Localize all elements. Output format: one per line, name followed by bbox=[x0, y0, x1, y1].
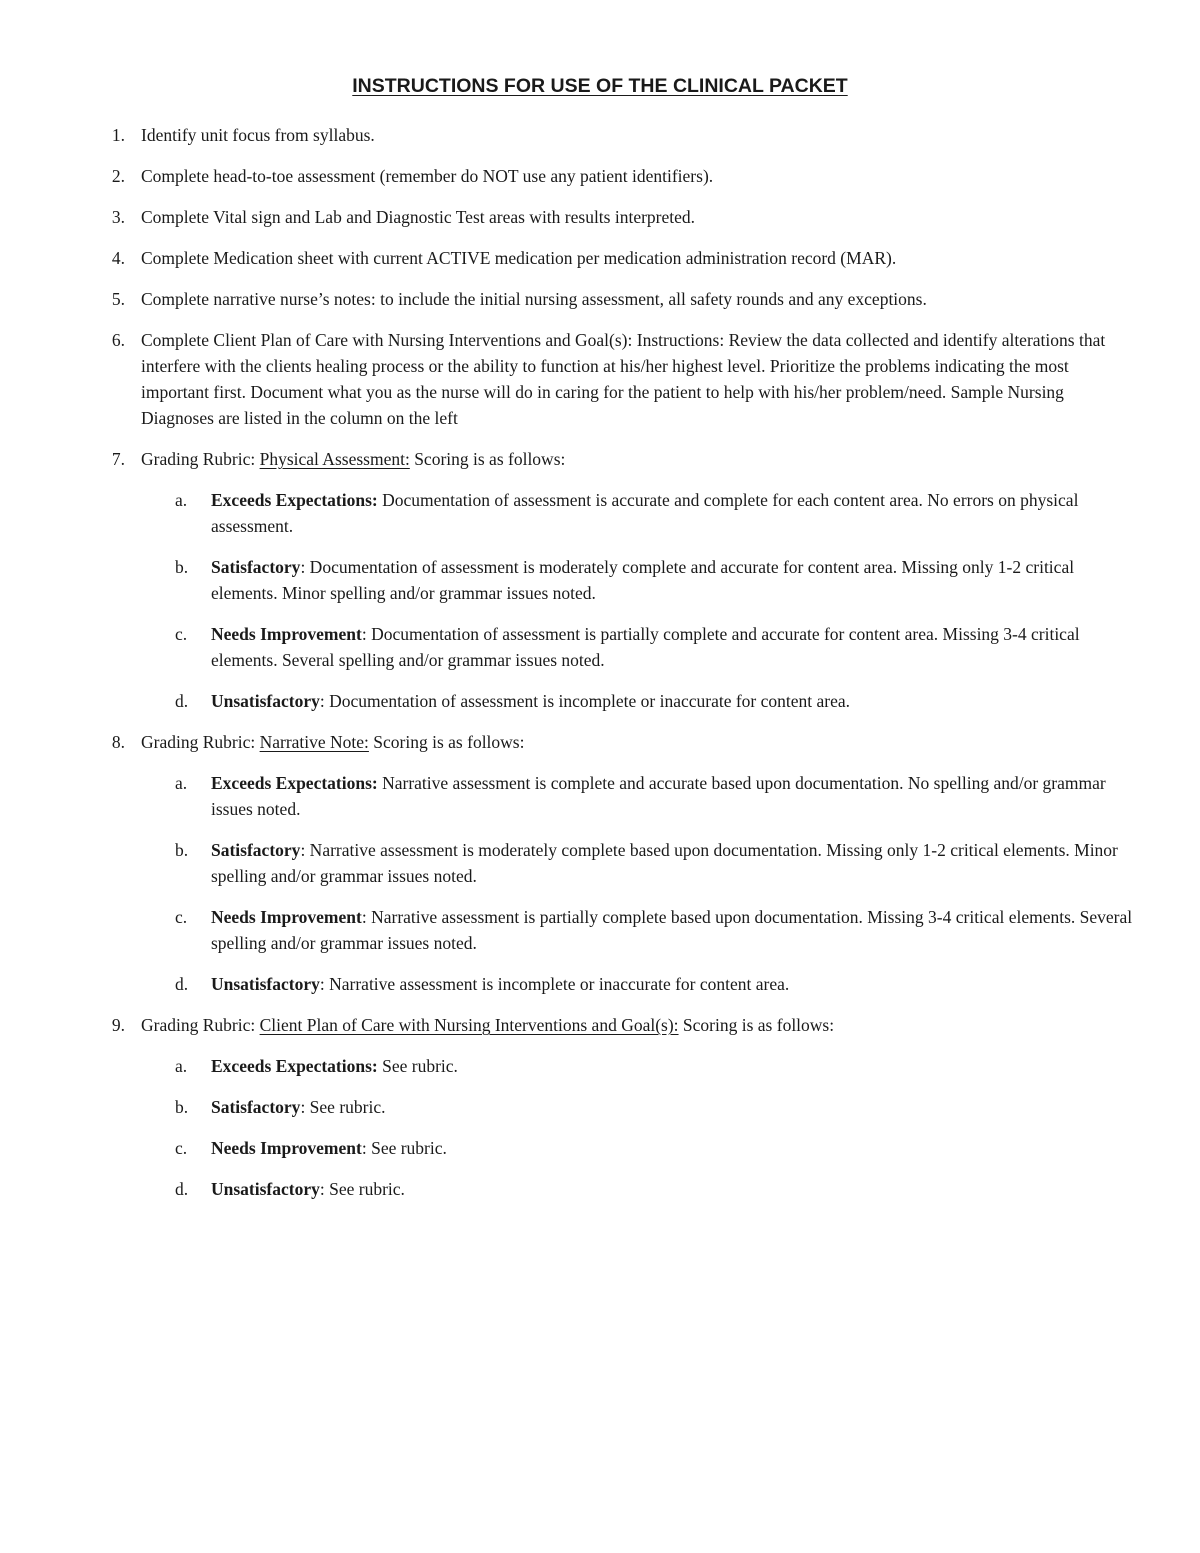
level-label: Satisfactory bbox=[211, 1097, 301, 1117]
rubric-level bbox=[175, 971, 1135, 997]
level-letter: a. bbox=[175, 773, 188, 793]
level-label: Satisfactory bbox=[211, 840, 301, 860]
item-number: 2. bbox=[111, 166, 125, 186]
level-text: Documentation of assessment is accurate and complete for each content area. No errors on physical assessment. bbox=[211, 490, 1079, 536]
level-label: Unsatisfactory bbox=[211, 974, 320, 994]
rubric-narrative-note bbox=[105, 729, 1135, 997]
item-text: Complete head-to-toe assessment (remember do NOT use any patient identifiers). bbox=[141, 166, 714, 186]
level-letter: d. bbox=[175, 691, 189, 711]
item-text: Complete Medication sheet with current ACTIVE medication per medication administration record (MAR). bbox=[141, 248, 897, 268]
rubric-prefix: Grading Rubric: bbox=[141, 732, 260, 752]
rubric-level bbox=[175, 487, 1135, 539]
level-letter: a. bbox=[175, 1056, 188, 1076]
level-letter: a. bbox=[175, 490, 188, 510]
rubric-topic: Client Plan of Care with Nursing Interventions and Goal(s): bbox=[259, 1015, 679, 1035]
item-number: 4. bbox=[111, 248, 125, 268]
rubric-prefix: Grading Rubric: bbox=[141, 449, 260, 469]
item-text: Identify unit focus from syllabus. bbox=[141, 125, 375, 145]
rubric-prefix: Grading Rubric: bbox=[141, 1015, 260, 1035]
rubric-suffix: Scoring is as follows: bbox=[678, 1015, 835, 1035]
level-text: See rubric. bbox=[377, 1056, 458, 1076]
level-letter: c. bbox=[175, 624, 188, 644]
rubric-levels bbox=[141, 1053, 1135, 1202]
level-letter: b. bbox=[175, 1097, 189, 1117]
rubric-level bbox=[175, 1094, 1135, 1120]
item-number: 9. bbox=[111, 1015, 125, 1035]
item-number: 5. bbox=[111, 289, 125, 309]
level-label: Needs Improvement bbox=[211, 624, 362, 644]
list-item bbox=[105, 163, 1135, 189]
level-text: : Narrative assessment is moderately complete based upon documentation. Missing only 1-2 critical elements. Minor spelling and/or grammar issues noted. bbox=[211, 840, 1118, 886]
level-text: : See rubric. bbox=[361, 1138, 447, 1158]
list-item bbox=[105, 204, 1135, 230]
level-label: Satisfactory bbox=[211, 557, 301, 577]
level-letter: c. bbox=[175, 1138, 188, 1158]
item-text: Complete Client Plan of Care with Nursing Interventions and Goal(s): Instructions: Review the data collected and identify alterations that interfere with the clients healing process or the ability to function at his/her highest level. Prioritize the problems indicating the most important first. Document what you as the nurse will do in caring for the patient to help with his/her problem/need. Sample Nursing Diagnoses are listed in the column on the left bbox=[141, 330, 1106, 428]
item-number: 8. bbox=[111, 732, 125, 752]
level-label: Exceeds Expectations: bbox=[211, 773, 378, 793]
level-text: : See rubric. bbox=[300, 1097, 386, 1117]
rubric-levels bbox=[141, 770, 1135, 997]
item-text: Complete Vital sign and Lab and Diagnostic Test areas with results interpreted. bbox=[141, 207, 696, 227]
rubric-level bbox=[175, 1135, 1135, 1161]
list-item bbox=[105, 122, 1135, 148]
instruction-list bbox=[105, 122, 1135, 1217]
level-letter: b. bbox=[175, 840, 189, 860]
level-text: : Narrative assessment is partially complete based upon documentation. Missing 3-4 critical elements. Several spelling and/or grammar issues noted. bbox=[211, 907, 1133, 953]
item-number: 6. bbox=[111, 330, 125, 350]
page-title: INSTRUCTIONS FOR USE OF THE CLINICAL PACKET bbox=[352, 75, 848, 97]
rubric-topic: Physical Assessment: bbox=[259, 449, 410, 469]
rubric-level bbox=[175, 554, 1135, 606]
item-number: 7. bbox=[111, 449, 125, 469]
level-text: : Documentation of assessment is partially complete and accurate for content area. Missing 3-4 critical elements. Several spelling and/or grammar issues noted. bbox=[211, 624, 1080, 670]
rubric-level bbox=[175, 1053, 1135, 1079]
list-item bbox=[105, 286, 1135, 312]
level-letter: d. bbox=[175, 1179, 189, 1199]
rubric-levels bbox=[141, 487, 1135, 714]
list-item bbox=[105, 327, 1135, 431]
level-text: Narrative assessment is complete and accurate based upon documentation. No spelling and/or grammar issues noted. bbox=[211, 773, 1106, 819]
rubric-suffix: Scoring is as follows: bbox=[368, 732, 525, 752]
item-text: Complete narrative nurse’s notes: to include the initial nursing assessment, all safety rounds and any exceptions. bbox=[141, 289, 927, 309]
level-letter: b. bbox=[175, 557, 189, 577]
level-label: Unsatisfactory bbox=[211, 1179, 320, 1199]
rubric-level bbox=[175, 621, 1135, 673]
rubric-level bbox=[175, 770, 1135, 822]
level-text: : Narrative assessment is incomplete or inaccurate for content area. bbox=[319, 974, 790, 994]
rubric-level bbox=[175, 904, 1135, 956]
rubric-level bbox=[175, 688, 1135, 714]
item-number: 3. bbox=[111, 207, 125, 227]
rubric-level bbox=[175, 837, 1135, 889]
rubric-physical-assessment bbox=[105, 446, 1135, 714]
level-text: : See rubric. bbox=[319, 1179, 405, 1199]
rubric-suffix: Scoring is as follows: bbox=[409, 449, 566, 469]
level-label: Needs Improvement bbox=[211, 907, 362, 927]
item-number: 1. bbox=[111, 125, 125, 145]
level-text: : Documentation of assessment is incomplete or inaccurate for content area. bbox=[319, 691, 851, 711]
level-label: Unsatisfactory bbox=[211, 691, 320, 711]
level-letter: d. bbox=[175, 974, 189, 994]
rubric-level bbox=[175, 1176, 1135, 1202]
level-letter: c. bbox=[175, 907, 188, 927]
list-item bbox=[105, 245, 1135, 271]
level-text: : Documentation of assessment is moderately complete and accurate for content area. Missing only 1-2 critical elements. Minor spelling and/or grammar issues noted. bbox=[211, 557, 1075, 603]
rubric-topic: Narrative Note: bbox=[259, 732, 369, 752]
level-label: Exceeds Expectations: bbox=[211, 1056, 378, 1076]
level-label: Exceeds Expectations: bbox=[211, 490, 378, 510]
rubric-client-plan-of-care bbox=[105, 1012, 1135, 1202]
level-label: Needs Improvement bbox=[211, 1138, 362, 1158]
